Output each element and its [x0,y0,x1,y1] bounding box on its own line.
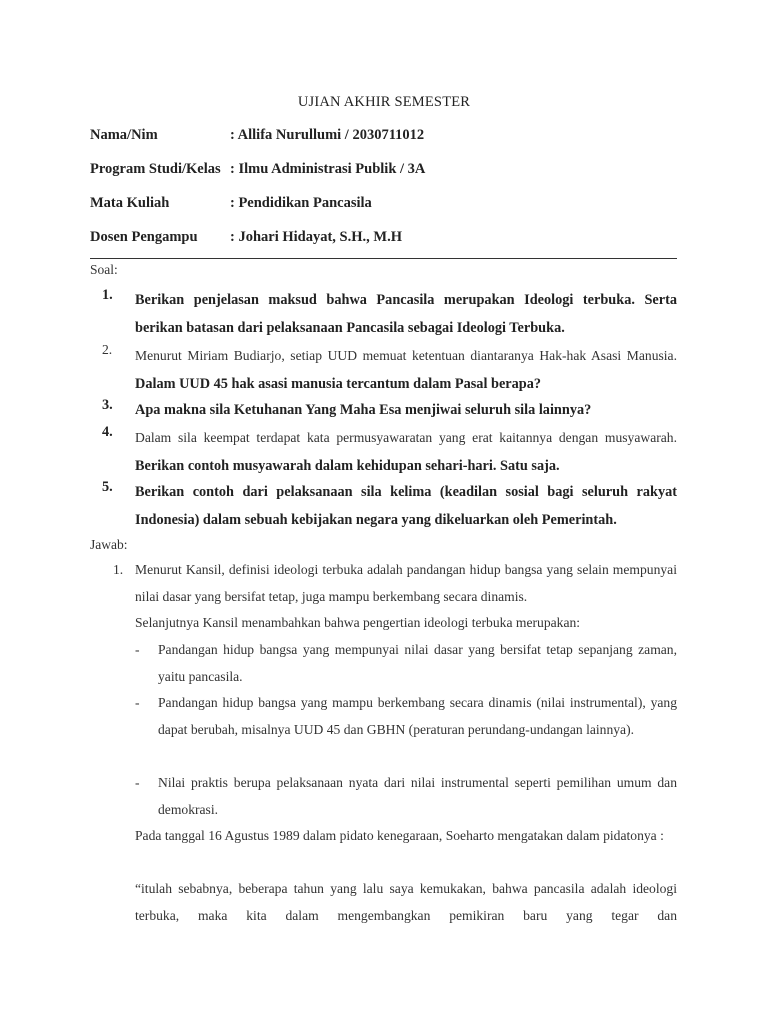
question-number: 1. [102,287,113,303]
jawab-label: Jawab: [90,537,128,552]
question-number: 4. [102,424,113,440]
answer-continuation: Selanjutnya Kansil menambahkan bahwa pengertian ideologi terbuka merupakan: [135,615,581,630]
soal-label: Soal: [90,262,118,277]
question-text: Apa makna sila Ketuhanan Yang Maha Esa menjiwai seluruh sila lainnya? [135,402,592,418]
question-context: Dalam sila keempat terdapat kata permusyawaratan yang erat kaitannya dengan musyawarah. [135,430,677,445]
info-label: Dosen Pengampu [90,229,198,245]
header-divider [90,258,677,259]
info-label: Nama/Nim [90,127,158,143]
question-context: Menurut Miriam Budiarjo, setiap UUD memuat ketentuan diantaranya Hak-hak Asasi Manusia. [135,348,677,363]
question-text: Berikan penjelasan maksud bahwa Pancasila merupakan Ideologi terbuka. Serta berikan batasan dari pelaksanaan Pancasila sebagai Ideologi Terbuka. [135,292,677,336]
bullet-marker: - [135,695,140,710]
question-text: Dalam UUD 45 hak asasi manusia tercantum dalam Pasal berapa? [135,375,542,392]
answer-paragraph: Pada tanggal 16 Agustus 1989 dalam pidato kenegaraan, Soeharto mengatakan dalam pidatonya : [135,828,664,843]
bullet-marker: - [135,775,140,790]
document-title: UJIAN AKHIR SEMESTER [297,94,471,110]
answer-number: 1. [113,562,124,577]
answer-quote: “itulah sebabnya, beberapa tahun yang lalu saya kemukakan, bahwa pancasila adalah ideologi terbuka, maka kita dalam mengembangkan pemikiran baru yang tegar dan [135,881,677,923]
bullet-item: Nilai praktis berupa pelaksanaan nyata dari nilai instrumental seperti pemilihan umum dan demokrasi. [158,775,677,817]
info-value: : Johari Hidayat, S.H., M.H [230,229,402,245]
question-text: Berikan contoh dari pelaksanaan sila kelima (keadilan sosial bagi seluruh rakyat Indonesia) dalam sebuah kebijakan negara yang dikeluarkan oleh Pemerintah. [135,484,677,528]
info-label: Mata Kuliah [90,195,170,211]
info-label: Program Studi/Kelas [90,161,221,177]
bullet-item: Pandangan hidup bangsa yang mempunyai nilai dasar yang bersifat tetap sepanjang zaman, yaitu pancasila. [158,642,677,684]
bullet-marker: - [135,642,140,657]
bullet-item: Pandangan hidup bangsa yang mampu berkembang secara dinamis (nilai instrumental), yang dapat berubah, misalnya UUD 45 dan GBHN (peraturan perundang-undangan lainnya). [158,695,677,737]
info-value: : Allifa Nurullumi / 2030711012 [230,127,425,143]
question-number: 5. [102,479,113,495]
info-value: : Pendidikan Pancasila [230,195,372,211]
answer-intro: Menurut Kansil, definisi ideologi terbuka adalah pandangan hidup bangsa yang selain mempunyai nilai dasar yang bersifat tetap, juga mampu berkembang secara dinamis. [135,562,677,604]
question-number: 2. [102,342,113,357]
question-text: Berikan contoh musyawarah dalam kehidupan sehari-hari. Satu saja. [135,457,560,474]
question-number: 3. [102,397,113,413]
info-value: : Ilmu Administrasi Publik / 3A [230,161,426,177]
